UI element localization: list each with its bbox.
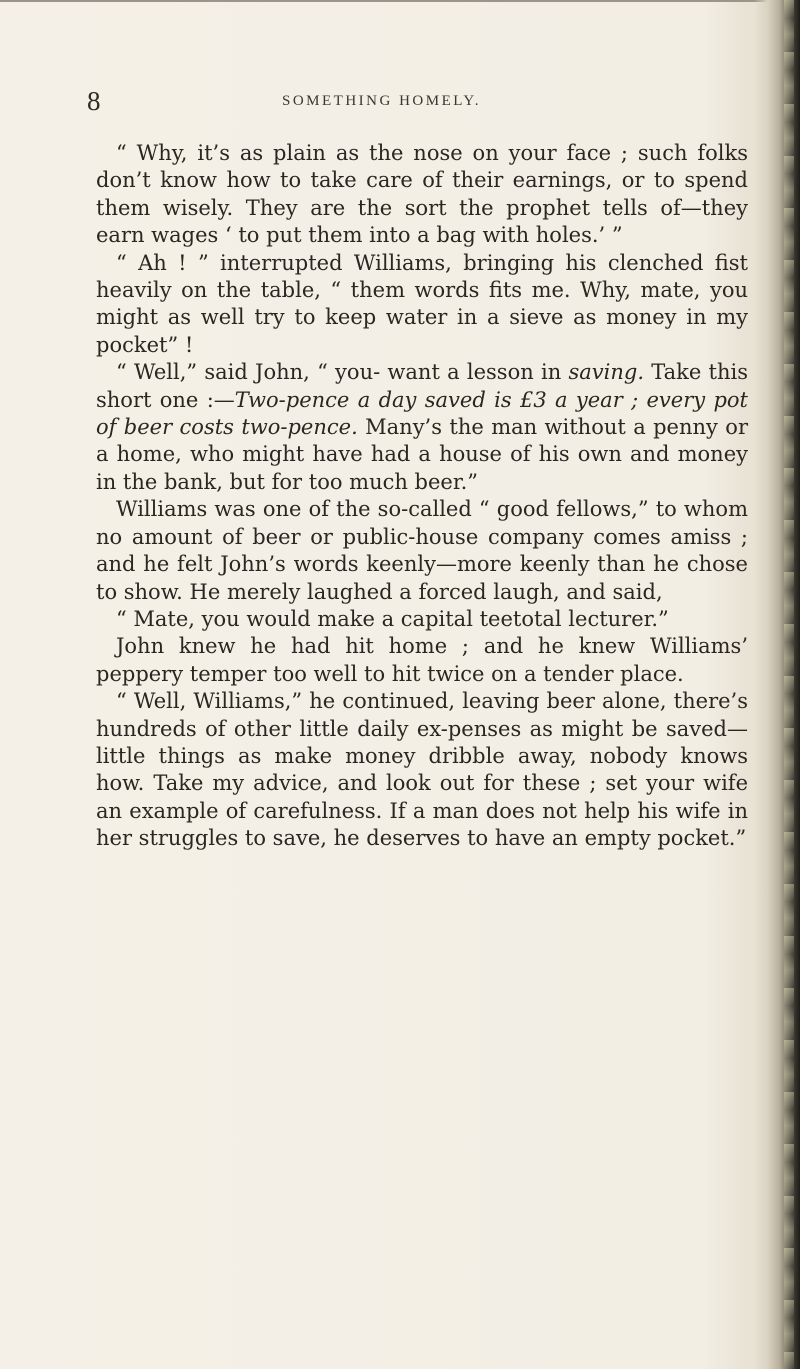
paragraph-1: “ Why, it’s as plain as the nose on your face ; such folks don’t know how to take care of their earnings, or to spend them wisely. They are the sort the prophet tells of—they earn wages ‘ to put them into a bag with holes.’ ” xyxy=(96,141,748,248)
body-text xyxy=(96,140,748,853)
top-rule xyxy=(0,0,780,2)
paragraph-3-italic-saving: saving. xyxy=(568,360,645,385)
paragraph-3 xyxy=(96,359,748,496)
paragraph-3-italic-maxim: Two-pence a day saved is £3 a year ; every pot of beer costs two-pence. xyxy=(96,387,748,440)
running-head: SOMETHING HOMELY. xyxy=(282,93,482,109)
paragraph-6: John knew he had hit home ; and he knew Williams’ peppery temper too well to hit twice on a tender place. xyxy=(96,634,748,686)
paragraph-3-part-a: “ Well,” said John, “ you- want a lesson in xyxy=(116,360,569,385)
paragraph-2: “ Ah ! ” interrupted Williams, bringing his clenched fist heavily on the table, “ them words fits me. Why, mate, you might as well try to keep water in a sieve as money in my pocket” ! xyxy=(96,250,748,357)
paragraph-7: “ Well, Williams,” he continued, leaving beer alone, there’s hundreds of other little daily ex-penses as might be saved—little things as make money dribble away, nobody knows how. Take my advice, and look out for these ; set your wife an example of carefulness. If a man does not help his wife in her struggles to save, he deserves to have an empty pocket.” xyxy=(96,689,748,851)
page-edge-texture xyxy=(784,0,794,1369)
page-header xyxy=(0,86,800,116)
paragraph-4: Williams was one of the so-called “ good fellows,” to whom no amount of beer or public-house company comes amiss ; and he felt John’s words keenly—more keenly than he chose to show. He merely laughed a forced laugh, and said, xyxy=(96,497,748,604)
page-number: 8 xyxy=(87,86,101,116)
paragraph-3-part-c: Many’s the man without a penny or a home, who might have had a house of his own and money in the bank, but for too much beer.” xyxy=(96,415,748,494)
paragraph-3-part-b: Take this short one :— xyxy=(96,360,749,412)
paragraph-5: “ Mate, you would make a capital teetotal lecturer.” xyxy=(116,606,669,631)
